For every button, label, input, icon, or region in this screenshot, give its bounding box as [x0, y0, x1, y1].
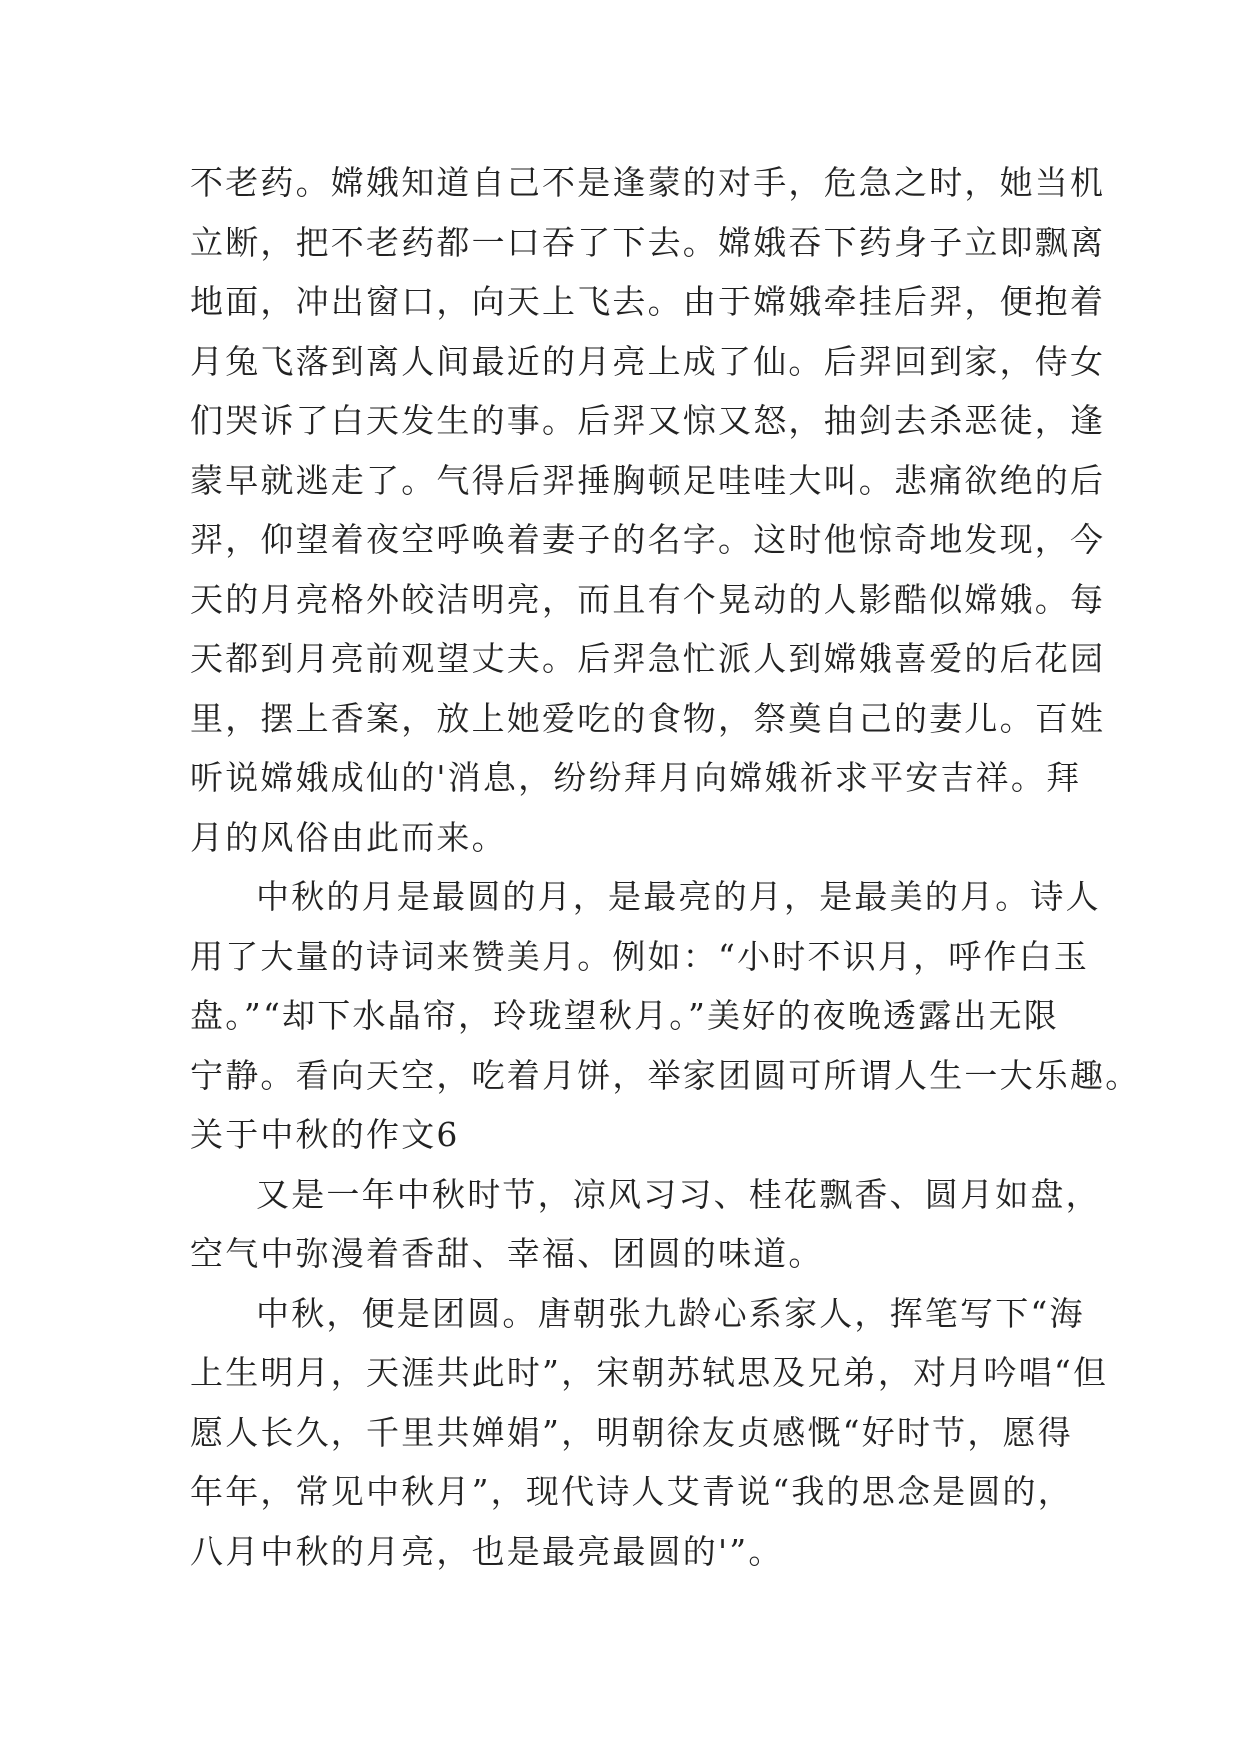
- text-line: 月的风俗由此而来。: [190, 818, 507, 857]
- text-line: 里，摆上香案，放上她爱吃的食物，祭奠自己的妻儿。百姓: [190, 699, 1106, 738]
- text-line: 用了大量的诗词来赞美月。例如：“小时不识月，呼作白玉: [190, 937, 1090, 976]
- text-line: 不老药。嫦娥知道自己不是逢蒙的对手，危急之时，她当机: [190, 163, 1106, 202]
- section-title: 关于中秋的作文6: [190, 1115, 460, 1154]
- text-line: 天的月亮格外皎洁明亮，而且有个晃动的人影酷似嫦娥。每: [190, 580, 1106, 619]
- text-line: 年年，常见中秋月”，现代诗人艾青说“我的思念是圆的，: [190, 1472, 1073, 1511]
- text-line: 月兔飞落到离人间最近的月亮上成了仙。后羿回到家，侍女: [190, 342, 1106, 381]
- text-line: 立断，把不老药都一口吞了下去。嫦娥吞下药身子立即飘离: [190, 223, 1106, 262]
- paragraph-first-line: 又是一年中秋时节，凉风习习、桂花飘香、圆月如盘，: [256, 1175, 1101, 1214]
- text-line: 上生明月，天涯共此时”，宋朝苏轼思及兄弟，对月吟唱“但: [190, 1353, 1109, 1392]
- text-line: 天都到月亮前观望丈夫。后羿急忙派人到嫦娥喜爱的后花园: [190, 639, 1106, 678]
- paragraph-first-line: 中秋，便是团圆。唐朝张九龄心系家人，挥笔写下“海: [256, 1294, 1085, 1333]
- text-line: 宁静。看向天空，吃着月饼，举家团圆可所谓人生一大乐趣。: [190, 1056, 1141, 1095]
- text-line: 羿，仰望着夜空呼唤着妻子的名字。这时他惊奇地发现，今: [190, 520, 1106, 559]
- text-line: 盘。”“却下水晶帘，玲珑望秋月。”美好的夜晚透露出无限: [190, 996, 1060, 1035]
- text-line: 蒙早就逃走了。气得后羿捶胸顿足哇哇大叫。悲痛欲绝的后: [190, 461, 1106, 500]
- text-line: 愿人长久，千里共婵娟”，明朝徐友贞感慨“好时节，愿得: [190, 1413, 1073, 1452]
- text-line: 地面，冲出窗口，向天上飞去。由于嫦娥牵挂后羿，便抱着: [190, 282, 1106, 321]
- paragraph-first-line: 中秋的月是最圆的月，是最亮的月，是最美的月。诗人: [256, 877, 1101, 916]
- text-line: 八月中秋的月亮，也是最亮最圆的'”。: [190, 1532, 784, 1571]
- text-line: 们哭诉了白天发生的事。后羿又惊又怒，抽剑去杀恶徒，逢: [190, 401, 1106, 440]
- text-line: 听说嫦娥成仙的'消息，纷纷拜月向嫦娥祈求平安吉祥。拜: [190, 758, 1082, 797]
- text-line: 空气中弥漫着香甜、幸福、团圆的味道。: [190, 1234, 824, 1273]
